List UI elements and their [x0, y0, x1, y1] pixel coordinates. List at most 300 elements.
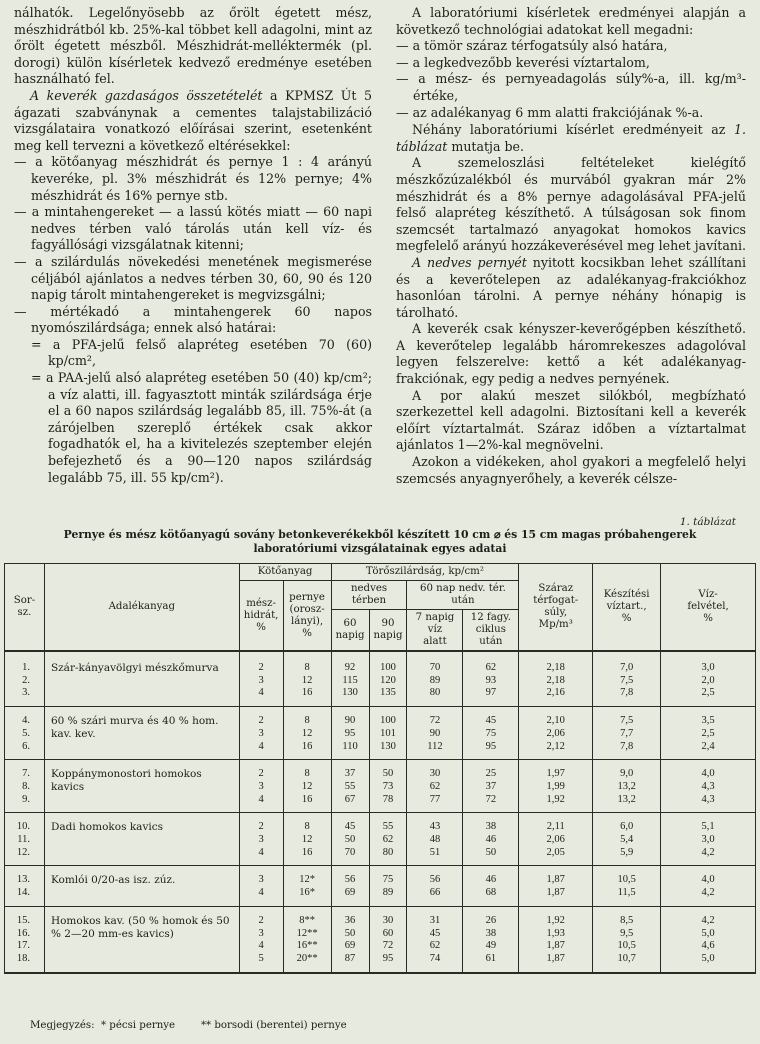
table-row-group — [5, 813, 756, 866]
keszitesi-value: 7,0 — [620, 662, 634, 673]
vizfelvetel-value: 4,2 — [701, 914, 715, 926]
meszhidrat-value: 3 — [258, 927, 264, 939]
szaraz-value: 2,06 — [546, 834, 565, 846]
fagy-12-value: 93 — [485, 674, 497, 686]
right-bullet-4: — az adalékanyag 6 mm alatti frakciójának %-a. — [396, 104, 704, 120]
keszitesi-value: 10,7 — [617, 952, 636, 964]
nedves-90-cell — [369, 906, 407, 972]
szaraz-value: 1,92 — [546, 914, 565, 926]
right-paragraph-1: A laboratóriumi kísérletek eredményei alapján a következő technológiai adatokat kell megadni: — [396, 5, 746, 37]
pernye-value: 12* — [299, 874, 315, 886]
table-row-group — [5, 651, 756, 707]
nedves-90-value: 135 — [380, 687, 396, 699]
fagy-12-value: 50 — [485, 846, 497, 858]
header-sorsz: Sor- sz. — [5, 564, 45, 652]
left-bullet-4: — mértékadó a mintahengerek 60 napos nyomószilárdsága; ennek alsó határai: — [14, 303, 372, 336]
nedves-60-value: 45 — [344, 821, 356, 833]
szaraz-value: 2,06 — [546, 727, 565, 739]
nedves-90-cell — [369, 813, 407, 866]
right-paragraph-6: A por alakú meszet silókból, megbízható szerkezettel kell adagolni. Biztosítani kell a keverék előírt víztartalmát. Száraz időben a víztartalmat ajánlatos 1—2%-kal megnövelni. — [396, 387, 746, 453]
vizfelvetel-value: 3,0 — [701, 662, 715, 673]
fagy-12-cell — [463, 813, 519, 866]
header-nedves-terben: nedves térben — [331, 581, 407, 610]
table-title-line-1: Pernye és mész kötőanyagú sovány betonkeverékekből készített 10 cm ⌀ és 15 cm magas próbahengerek — [63, 528, 697, 541]
viz-7-cell — [407, 813, 463, 866]
meszhidrat-value: 4 — [258, 793, 264, 805]
vizfelvetel-cell — [661, 906, 756, 972]
viz-7-cell — [407, 866, 463, 906]
left-paragraph-2 — [14, 88, 372, 154]
szaraz-value: 2,05 — [546, 846, 565, 858]
szaraz-value: 1,93 — [546, 927, 565, 939]
viz-7-cell — [407, 707, 463, 760]
results-table — [4, 563, 756, 974]
nedves-60-value: 37 — [344, 768, 356, 780]
meszhidrat-value: 4 — [258, 687, 264, 699]
row-number-cell — [5, 651, 45, 707]
table-row-group — [5, 707, 756, 760]
keszitesi-value: 5,9 — [620, 846, 634, 858]
keszitesi-cell — [593, 760, 661, 813]
left-paragraph-2-text: a KPMSZ Út 5 ágazati szabványnak a cementes talajstabilizáció vizsgálataira vonatkozó előírásai szerint, esetenként meg kell tervezni a következő eltérésekkel: — [14, 87, 372, 153]
nedves-60-cell — [331, 866, 369, 906]
fagy-12-value: 61 — [485, 952, 497, 964]
szaraz-value: 2,18 — [546, 674, 565, 686]
viz-7-value: 72 — [429, 715, 441, 727]
viz-7-value: 62 — [429, 780, 441, 792]
viz-7-value: 30 — [429, 768, 441, 780]
table-note: Megjegyzés: * pécsi pernye ** borsodi (berentei) pernye — [30, 1020, 347, 1031]
left-bullet-2: — a mintahengereket — a lassú kötés miatt — 60 napi nedves térben való tárolás után kell víz- és fagyállósági vizsgálatnak kitenni; — [14, 204, 372, 253]
szaraz-value: 2,11 — [546, 821, 565, 833]
nedves-60-value: 70 — [344, 846, 356, 858]
szaraz-value: 2,16 — [546, 687, 565, 699]
pernye-cell — [283, 760, 331, 813]
nedves-90-cell — [369, 707, 407, 760]
nedves-60-cell — [331, 813, 369, 866]
nedves-90-cell — [369, 651, 407, 707]
pernye-value: 16 — [301, 740, 313, 752]
nedves-90-value: 89 — [382, 887, 394, 899]
vizfelvetel-value: 5,0 — [701, 952, 715, 964]
szaraz-value: 1,92 — [546, 793, 565, 805]
viz-7-value: 56 — [429, 874, 441, 886]
fagy-12-value: 46 — [485, 874, 497, 886]
pernye-value: 12 — [301, 727, 313, 739]
right-paragraph-7: Azokon a vidékeken, ahol gyakori a megfelelő helyi szemcsés anyagnyerőhely, a keverék célsze- — [396, 454, 746, 486]
nedves-60-value: 36 — [344, 914, 356, 926]
szaraz-value: 2,12 — [546, 740, 565, 752]
vizfelvetel-value: 3,5 — [701, 715, 715, 727]
nedves-60-value: 67 — [344, 793, 356, 805]
right-paragraph-3: A szemeloszlási feltételeket kielégítő mészkőzúzalékból és murvából gyakran már 2% mészhidrát és a 8% pernye adagolásával PFA-jelű felső alapréteg készíthető. A túlságosan sok finom szemcsét tartalmazó anyagokat homokos kavics megfelelő arányú hozzákeverésével meg lehet javítani. — [396, 155, 746, 254]
vizfelvetel-value: 4,2 — [701, 846, 715, 858]
keszitesi-value: 8,5 — [620, 914, 634, 926]
aggregate-label: 60 % szári murva és 40 % hom. kav. kev. — [44, 707, 239, 760]
nedves-90-value: 100 — [380, 715, 396, 727]
viz-7-value: 62 — [429, 940, 441, 952]
row-number: 9. — [22, 793, 30, 805]
pernye-cell — [283, 866, 331, 906]
header-60-nap: 60 nap nedv. tér. után — [407, 581, 519, 610]
row-number: 18. — [16, 952, 30, 964]
left-paragraph-2-emphasis: A keverék gazdaságos összetételét — [30, 87, 263, 103]
viz-7-value: 90 — [429, 727, 441, 739]
header-meszhidrat: mész- hidrát, % — [239, 581, 283, 652]
right-bullet-1: — a tömör száraz térfogatsúly alsó határa, — [396, 38, 668, 54]
nedves-90-value: 73 — [382, 780, 394, 792]
right-paragraph-4-emphasis: A nedves pernyét — [412, 254, 527, 270]
vizfelvetel-value: 4,3 — [701, 793, 715, 805]
row-number-cell — [5, 760, 45, 813]
vizfelvetel-cell — [661, 651, 756, 707]
keszitesi-cell — [593, 707, 661, 760]
meszhidrat-cell — [239, 906, 283, 972]
fagy-12-value: 25 — [485, 768, 497, 780]
nedves-90-cell — [369, 760, 407, 813]
table-title — [40, 528, 720, 556]
nedves-90-value: 95 — [382, 952, 394, 964]
vizfelvetel-cell — [661, 707, 756, 760]
row-number: 15. — [16, 914, 30, 926]
fagy-12-value: 45 — [485, 715, 497, 727]
meszhidrat-value: 3 — [258, 727, 264, 739]
viz-7-value: 77 — [429, 793, 441, 805]
szaraz-cell — [519, 866, 593, 906]
row-number-cell — [5, 707, 45, 760]
pernye-value: 12 — [301, 674, 313, 686]
right-paragraph-2-b: mutatja be. — [447, 138, 524, 154]
fagy-12-value: 38 — [485, 927, 497, 939]
meszhidrat-value: 3 — [258, 874, 264, 886]
pernye-value: 8** — [299, 914, 315, 926]
meszhidrat-value: 4 — [258, 846, 264, 858]
fagy-12-value: 49 — [485, 940, 497, 952]
left-paragraph-1: nálhatók. Legelőnyösebb az őrölt égetett mész, mészhidrátból kb. 25%-kal többet kell adagolni, mint az őrölt égetett mészből. Mészhidrát-melléktermék (pl. dorogi) külön kísérletek kedvező eredménye esetében használható fel. — [14, 5, 372, 87]
szaraz-value: 2,18 — [546, 662, 565, 673]
results-table-body — [5, 651, 756, 973]
meszhidrat-value: 2 — [258, 768, 264, 780]
meszhidrat-value: 4 — [258, 887, 264, 899]
nedves-60-value: 115 — [342, 674, 358, 686]
szaraz-value: 1,87 — [546, 952, 565, 964]
nedves-90-value: 100 — [380, 662, 396, 673]
header-adalekanyag: Adalékanyag — [44, 564, 239, 652]
right-paragraph-5: A keverék csak kényszer-keverőgépben készíthető. A keverőtelep legalább háromrekeszes adagolóval legyen felszerelve: kettő a két adalékanyag-frakciónak, egy pedig a nedves pernyének. — [396, 321, 746, 387]
row-number: 17. — [16, 940, 30, 952]
meszhidrat-value: 4 — [258, 740, 264, 752]
row-number: 1. — [22, 662, 30, 673]
keszitesi-value: 9,5 — [620, 927, 634, 939]
header-keszitesi: Készítési víztart., % — [593, 564, 661, 652]
table-row-group — [5, 906, 756, 972]
nedves-90-value: 72 — [382, 940, 394, 952]
meszhidrat-value: 3 — [258, 674, 264, 686]
fagy-12-cell — [463, 906, 519, 972]
header-90-napig: 90 napig — [369, 610, 407, 652]
right-paragraph-2-a: Néhány laboratóriumi kísérlet eredményeit az — [412, 122, 734, 138]
left-subbullet-1: = a PFA-jelű felső alapréteg esetében 70 (60) kp/cm², — [31, 336, 372, 369]
header-12-fagy: 12 fagy. ciklus után — [463, 610, 519, 652]
szaraz-cell — [519, 651, 593, 707]
meszhidrat-cell — [239, 651, 283, 707]
fagy-12-value: 26 — [485, 914, 497, 926]
row-number: 3. — [22, 687, 30, 699]
szaraz-cell — [519, 906, 593, 972]
table-reference: 1. táblázat — [396, 122, 746, 154]
nedves-60-value: 110 — [342, 740, 358, 752]
row-number: 8. — [22, 780, 30, 792]
vizfelvetel-cell — [661, 813, 756, 866]
pernye-value: 8 — [304, 821, 310, 833]
viz-7-value: 74 — [429, 952, 441, 964]
row-number: 7. — [22, 768, 30, 780]
nedves-90-cell — [369, 866, 407, 906]
header-pernye: pernye (orosz- lányi), % — [283, 581, 331, 652]
nedves-60-value: 92 — [344, 662, 356, 673]
header-7-napig-viz: 7 napig víz alatt — [407, 610, 463, 652]
keszitesi-value: 10,5 — [617, 874, 636, 886]
table-number: 1. táblázat — [679, 516, 736, 528]
nedves-90-value: 75 — [382, 874, 394, 886]
pernye-value: 20** — [296, 952, 318, 964]
row-number: 2. — [22, 674, 30, 686]
row-number: 13. — [16, 874, 30, 886]
keszitesi-cell — [593, 813, 661, 866]
viz-7-value: 31 — [429, 914, 441, 926]
fagy-12-cell — [463, 707, 519, 760]
nedves-90-value: 62 — [382, 834, 394, 846]
fagy-12-value: 95 — [485, 740, 497, 752]
szaraz-value: 1,97 — [546, 768, 565, 780]
row-number-cell — [5, 906, 45, 972]
viz-7-value: 43 — [429, 821, 441, 833]
keszitesi-value: 10,5 — [617, 940, 636, 952]
pernye-value: 16 — [301, 793, 313, 805]
vizfelvetel-value: 4,2 — [701, 887, 715, 899]
viz-7-value: 89 — [429, 674, 441, 686]
left-bullet-1: — a kötőanyag mészhidrát és pernye 1 : 4 arányú keveréke, pl. 3% mészhidrát és 12% pernye; 4% mészhidrát és 16% pernye stb. — [14, 154, 372, 203]
vizfelvetel-value: 5,0 — [701, 927, 715, 939]
nedves-60-value: 50 — [344, 834, 356, 846]
nedves-90-value: 80 — [382, 846, 394, 858]
viz-7-value: 80 — [429, 687, 441, 699]
fagy-12-value: 37 — [485, 780, 497, 792]
header-toroszilardsag: Törőszilárdság, kp/cm² — [331, 564, 519, 581]
vizfelvetel-value: 4,0 — [701, 874, 715, 886]
meszhidrat-cell — [239, 707, 283, 760]
row-number: 14. — [16, 887, 30, 899]
szaraz-value: 1,87 — [546, 940, 565, 952]
keszitesi-cell — [593, 906, 661, 972]
table-row-group — [5, 760, 756, 813]
header-kotoanyag: Kötőanyag — [239, 564, 331, 581]
vizfelvetel-value: 4,3 — [701, 780, 715, 792]
nedves-90-value: 130 — [380, 740, 396, 752]
header-szaraz: Száraz térfogat- súly, Mp/m³ — [519, 564, 593, 652]
szaraz-cell — [519, 813, 593, 866]
meszhidrat-value: 5 — [258, 952, 264, 964]
aggregate-label: Koppánymonostori homokos kavics — [44, 760, 239, 813]
row-number-cell — [5, 866, 45, 906]
pernye-value: 8 — [304, 715, 310, 727]
nedves-60-value: 50 — [344, 927, 356, 939]
aggregate-label: Homokos kav. (50 % homok és 50 % 2—20 mm-es kavics) — [44, 906, 239, 972]
viz-7-cell — [407, 906, 463, 972]
fagy-12-value: 62 — [485, 662, 497, 673]
meszhidrat-cell — [239, 866, 283, 906]
nedves-60-value: 69 — [344, 940, 356, 952]
keszitesi-value: 13,2 — [617, 793, 636, 805]
nedves-90-value: 30 — [382, 914, 394, 926]
nedves-60-value: 130 — [342, 687, 358, 699]
row-number: 5. — [22, 727, 30, 739]
left-text-column — [14, 5, 372, 486]
pernye-value: 16 — [301, 846, 313, 858]
meszhidrat-cell — [239, 813, 283, 866]
nedves-90-value: 50 — [382, 768, 394, 780]
fagy-12-value: 38 — [485, 821, 497, 833]
meszhidrat-value: 2 — [258, 715, 264, 727]
row-number: 16. — [16, 927, 30, 939]
fagy-12-cell — [463, 760, 519, 813]
keszitesi-value: 5,4 — [620, 834, 634, 846]
meszhidrat-value: 2 — [258, 662, 264, 673]
right-bullet-3: — a mész- és pernyeadagolás súly%-a, ill. kg/m³-értéke, — [396, 71, 746, 103]
nedves-60-value: 87 — [344, 952, 356, 964]
keszitesi-value: 6,0 — [620, 821, 634, 833]
keszitesi-value: 7,5 — [620, 715, 634, 727]
nedves-60-cell — [331, 651, 369, 707]
aggregate-label: Dadi homokos kavics — [44, 813, 239, 866]
nedves-60-value: 90 — [344, 715, 356, 727]
right-paragraph-4 — [396, 255, 746, 321]
table-row-group — [5, 866, 756, 906]
vizfelvetel-value: 3,0 — [701, 834, 715, 846]
fagy-12-value: 75 — [485, 727, 497, 739]
pernye-value: 8 — [304, 768, 310, 780]
header-60-napig: 60 napig — [331, 610, 369, 652]
row-number: 12. — [16, 846, 30, 858]
pernye-cell — [283, 707, 331, 760]
nedves-90-value: 78 — [382, 793, 394, 805]
nedves-60-value: 95 — [344, 727, 356, 739]
keszitesi-value: 7,5 — [620, 674, 634, 686]
vizfelvetel-value: 4,6 — [701, 940, 715, 952]
pernye-value: 16 — [301, 687, 313, 699]
row-number: 4. — [22, 715, 30, 727]
pernye-cell — [283, 651, 331, 707]
row-number-cell — [5, 813, 45, 866]
fagy-12-value: 68 — [485, 887, 497, 899]
fagy-12-cell — [463, 866, 519, 906]
keszitesi-value: 11,5 — [617, 887, 636, 899]
meszhidrat-value: 3 — [258, 780, 264, 792]
nedves-90-value: 101 — [380, 727, 396, 739]
keszitesi-value: 7,8 — [620, 740, 634, 752]
viz-7-cell — [407, 760, 463, 813]
pernye-cell — [283, 906, 331, 972]
fagy-12-value: 97 — [485, 687, 497, 699]
pernye-value: 16** — [296, 940, 318, 952]
szaraz-value: 1,99 — [546, 780, 565, 792]
nedves-60-value: 55 — [344, 780, 356, 792]
pernye-value: 8 — [304, 662, 310, 673]
nedves-90-value: 55 — [382, 821, 394, 833]
left-bullet-3: — a szilárdulás növekedési menetének megismerése céljából ajánlatos a nedves térben 30, 60, 90 és 120 napig tárolt mintahengereket is megvizsgálni; — [14, 253, 372, 303]
meszhidrat-value: 2 — [258, 914, 264, 926]
fagy-12-value: 72 — [485, 793, 497, 805]
pernye-value: 16* — [299, 887, 315, 899]
vizfelvetel-value: 2,5 — [701, 727, 715, 739]
right-paragraph-2 — [396, 122, 746, 155]
viz-7-value: 66 — [429, 887, 441, 899]
vizfelvetel-value: 5,1 — [701, 821, 715, 833]
nedves-60-cell — [331, 707, 369, 760]
nedves-60-value: 69 — [344, 887, 356, 899]
vizfelvetel-value: 4,0 — [701, 768, 715, 780]
viz-7-value: 51 — [429, 846, 441, 858]
nedves-60-value: 56 — [344, 874, 356, 886]
row-number: 11. — [17, 834, 30, 846]
vizfelvetel-value: 2,5 — [701, 687, 715, 699]
nedves-90-value: 60 — [382, 927, 394, 939]
vizfelvetel-value: 2,0 — [701, 674, 715, 686]
szaraz-value: 1,87 — [546, 887, 565, 899]
meszhidrat-cell — [239, 760, 283, 813]
szaraz-value: 2,10 — [546, 715, 565, 727]
meszhidrat-value: 3 — [258, 834, 264, 846]
vizfelvetel-cell — [661, 866, 756, 906]
keszitesi-value: 7,7 — [620, 727, 634, 739]
pernye-value: 12 — [301, 834, 313, 846]
nedves-60-cell — [331, 906, 369, 972]
vizfelvetel-value: 2,4 — [701, 740, 715, 752]
table-title-line-2: laboratóriumi vizsgálatainak egyes adatai — [253, 542, 507, 555]
viz-7-value: 48 — [429, 834, 441, 846]
left-subbullet-2: = a PAA-jelű alsó alapréteg esetében 50 (40) kp/cm²; a víz alatti, ill. fagyasztott minták szilárdsága érje el a 60 napos szilárdság legalább 85, ill. 75%-át (a zárójelben szereplő értékek csak akkor fogadhatók el, ha a kivitelezés szeptember elején befejezhető és a 90—120 napos szilárdság legalább 75, ill. 55 kp/cm²). — [31, 370, 372, 485]
aggregate-label: Komlói 0/20-as isz. zúz. — [44, 866, 239, 906]
szaraz-cell — [519, 760, 593, 813]
viz-7-cell — [407, 651, 463, 707]
pernye-value: 12** — [296, 927, 318, 939]
header-vizfelvetel: Víz- felvétel, % — [661, 564, 756, 652]
vizfelvetel-cell — [661, 760, 756, 813]
right-bullet-2: — a legkedvezőbb keverési víztartalom, — [396, 54, 650, 70]
fagy-12-cell — [463, 651, 519, 707]
pernye-cell — [283, 813, 331, 866]
meszhidrat-value: 4 — [258, 940, 264, 952]
keszitesi-cell — [593, 651, 661, 707]
keszitesi-value: 7,8 — [620, 687, 634, 699]
right-text-column — [396, 5, 746, 487]
szaraz-value: 1,87 — [546, 874, 565, 886]
row-number: 10. — [16, 821, 30, 833]
row-number: 6. — [22, 740, 30, 752]
keszitesi-value: 9,0 — [620, 768, 634, 780]
keszitesi-cell — [593, 866, 661, 906]
meszhidrat-value: 2 — [258, 821, 264, 833]
szaraz-cell — [519, 707, 593, 760]
keszitesi-value: 13,2 — [617, 780, 636, 792]
pernye-value: 12 — [301, 780, 313, 792]
fagy-12-value: 46 — [485, 834, 497, 846]
right-paragraph-4-text: nyitott kocsikban lehet szállítani és a keverőtelepen az adalékanyag-frakciókhoz hasonlóan tárolni. A pernye néhány hónapig is tárolható. — [396, 254, 746, 320]
viz-7-value: 112 — [427, 740, 443, 752]
viz-7-value: 45 — [429, 927, 441, 939]
nedves-60-cell — [331, 760, 369, 813]
aggregate-label: Szár-kányavölgyi mészkőmurva — [44, 651, 239, 707]
